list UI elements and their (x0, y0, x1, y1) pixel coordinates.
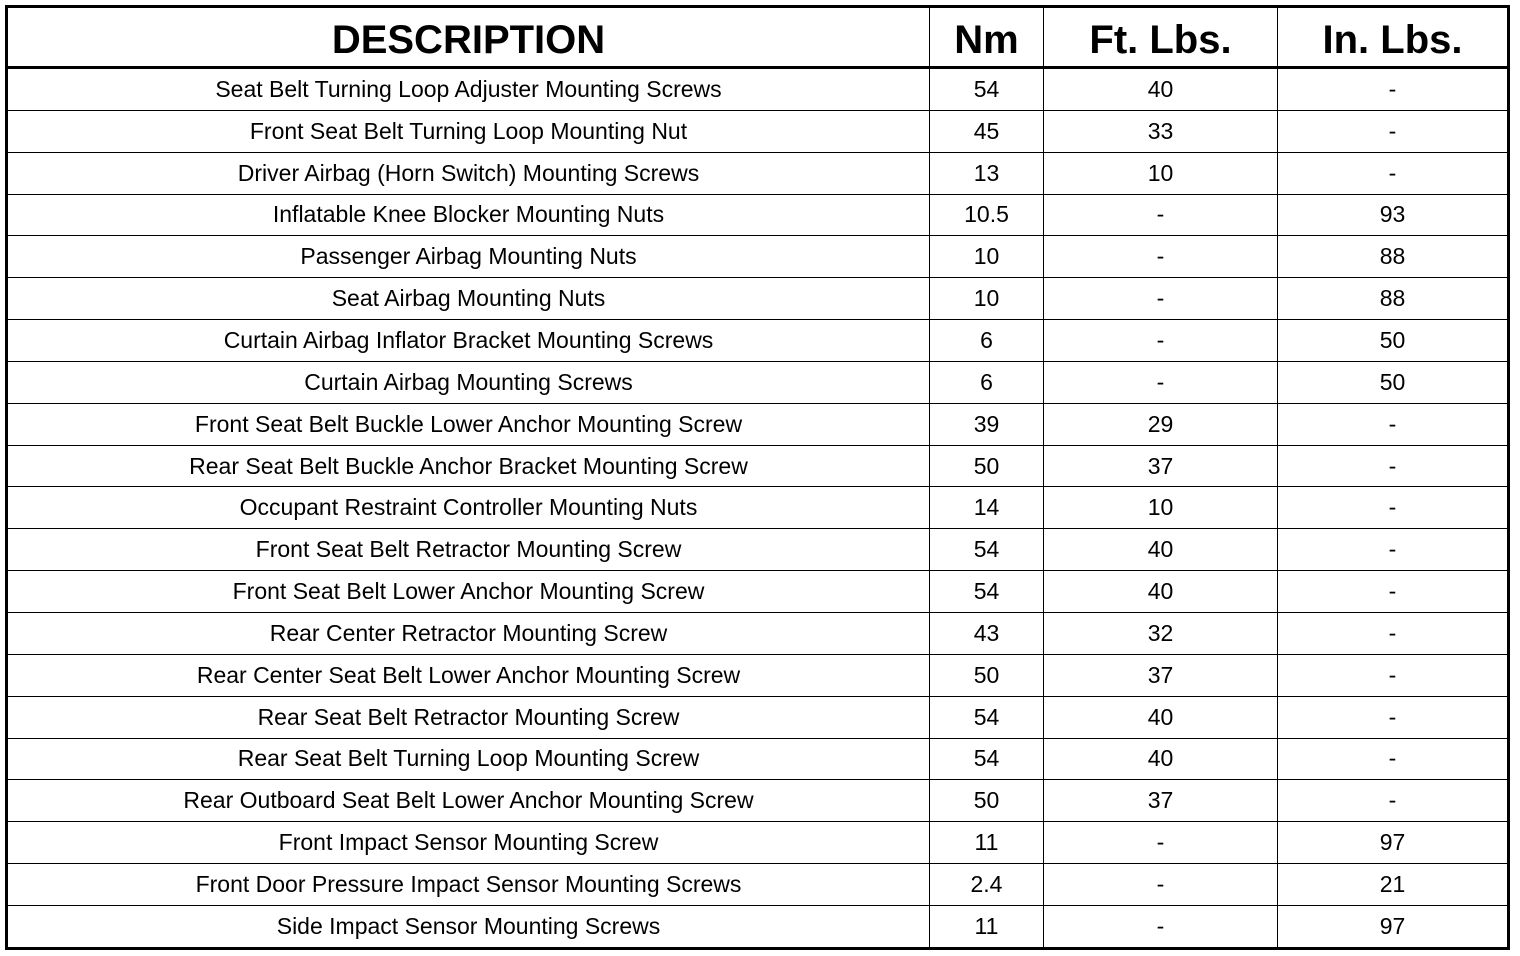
cell-ft-lbs: 29 (1044, 403, 1278, 445)
table-row (7, 822, 1509, 864)
cell-ft-lbs: 37 (1044, 445, 1278, 487)
cell-nm: 14 (930, 487, 1044, 529)
cell-nm: 2.4 (930, 864, 1044, 906)
cell-in-lbs: 50 (1278, 320, 1509, 362)
table-row (7, 780, 1509, 822)
table-row (7, 738, 1509, 780)
cell-in-lbs: 50 (1278, 361, 1509, 403)
cell-nm: 10 (930, 278, 1044, 320)
cell-nm: 50 (930, 654, 1044, 696)
cell-nm: 54 (930, 529, 1044, 571)
table-row (7, 612, 1509, 654)
cell-in-lbs: - (1278, 487, 1509, 529)
cell-in-lbs: - (1278, 445, 1509, 487)
header-nm: Nm (930, 7, 1044, 68)
cell-ft-lbs: 37 (1044, 780, 1278, 822)
cell-nm: 11 (930, 905, 1044, 948)
cell-description: Curtain Airbag Mounting Screws (7, 361, 930, 403)
cell-ft-lbs: - (1044, 864, 1278, 906)
cell-in-lbs: 88 (1278, 278, 1509, 320)
cell-description: Curtain Airbag Inflator Bracket Mounting Screws (7, 320, 930, 362)
cell-description: Front Seat Belt Turning Loop Mounting Nut (7, 110, 930, 152)
cell-ft-lbs: 32 (1044, 612, 1278, 654)
cell-ft-lbs: - (1044, 905, 1278, 948)
cell-in-lbs: - (1278, 654, 1509, 696)
cell-ft-lbs: 10 (1044, 152, 1278, 194)
cell-description: Front Seat Belt Lower Anchor Mounting Screw (7, 571, 930, 613)
cell-ft-lbs: - (1044, 361, 1278, 403)
cell-nm: 10 (930, 236, 1044, 278)
cell-nm: 13 (930, 152, 1044, 194)
cell-description: Side Impact Sensor Mounting Screws (7, 905, 930, 948)
cell-nm: 10.5 (930, 194, 1044, 236)
cell-in-lbs: - (1278, 780, 1509, 822)
table-row (7, 278, 1509, 320)
cell-nm: 54 (930, 68, 1044, 111)
cell-in-lbs: - (1278, 529, 1509, 571)
cell-ft-lbs: 40 (1044, 738, 1278, 780)
cell-description: Rear Outboard Seat Belt Lower Anchor Mounting Screw (7, 780, 930, 822)
cell-in-lbs: 93 (1278, 194, 1509, 236)
cell-description: Seat Airbag Mounting Nuts (7, 278, 930, 320)
cell-description: Rear Seat Belt Turning Loop Mounting Screw (7, 738, 930, 780)
torque-spec-table-container (5, 5, 1507, 950)
table-row (7, 905, 1509, 948)
table-row (7, 194, 1509, 236)
table-row (7, 571, 1509, 613)
table-row (7, 152, 1509, 194)
cell-description: Front Impact Sensor Mounting Screw (7, 822, 930, 864)
cell-in-lbs: 88 (1278, 236, 1509, 278)
cell-in-lbs: 97 (1278, 905, 1509, 948)
cell-description: Rear Seat Belt Retractor Mounting Screw (7, 696, 930, 738)
cell-in-lbs: - (1278, 738, 1509, 780)
cell-ft-lbs: - (1044, 278, 1278, 320)
table-row (7, 654, 1509, 696)
cell-nm: 54 (930, 696, 1044, 738)
cell-description: Rear Center Seat Belt Lower Anchor Mounting Screw (7, 654, 930, 696)
header-description: DESCRIPTION (7, 7, 930, 68)
cell-description: Passenger Airbag Mounting Nuts (7, 236, 930, 278)
table-row (7, 68, 1509, 111)
cell-nm: 39 (930, 403, 1044, 445)
table-row (7, 110, 1509, 152)
cell-description: Front Seat Belt Retractor Mounting Screw (7, 529, 930, 571)
cell-nm: 54 (930, 738, 1044, 780)
cell-description: Front Door Pressure Impact Sensor Mounting Screws (7, 864, 930, 906)
table-row (7, 445, 1509, 487)
header-row (7, 7, 1509, 68)
cell-ft-lbs: 40 (1044, 529, 1278, 571)
cell-in-lbs: 21 (1278, 864, 1509, 906)
cell-description: Driver Airbag (Horn Switch) Mounting Screws (7, 152, 930, 194)
cell-nm: 45 (930, 110, 1044, 152)
cell-nm: 11 (930, 822, 1044, 864)
table-row (7, 320, 1509, 362)
cell-ft-lbs: 37 (1044, 654, 1278, 696)
cell-nm: 54 (930, 571, 1044, 613)
cell-in-lbs: - (1278, 152, 1509, 194)
cell-description: Front Seat Belt Buckle Lower Anchor Mounting Screw (7, 403, 930, 445)
cell-ft-lbs: - (1044, 236, 1278, 278)
cell-ft-lbs: - (1044, 320, 1278, 362)
cell-ft-lbs: - (1044, 194, 1278, 236)
cell-nm: 50 (930, 780, 1044, 822)
cell-in-lbs: - (1278, 696, 1509, 738)
table-body (7, 68, 1509, 949)
table-row (7, 529, 1509, 571)
cell-in-lbs: 97 (1278, 822, 1509, 864)
cell-description: Rear Seat Belt Buckle Anchor Bracket Mounting Screw (7, 445, 930, 487)
cell-in-lbs: - (1278, 571, 1509, 613)
table-row (7, 696, 1509, 738)
header-in-lbs: In. Lbs. (1278, 7, 1509, 68)
cell-ft-lbs: 10 (1044, 487, 1278, 529)
torque-spec-table (5, 5, 1510, 950)
cell-nm: 50 (930, 445, 1044, 487)
cell-description: Rear Center Retractor Mounting Screw (7, 612, 930, 654)
table-row (7, 487, 1509, 529)
cell-ft-lbs: 33 (1044, 110, 1278, 152)
cell-in-lbs: - (1278, 68, 1509, 111)
cell-description: Seat Belt Turning Loop Adjuster Mounting Screws (7, 68, 930, 111)
cell-in-lbs: - (1278, 403, 1509, 445)
header-ft-lbs: Ft. Lbs. (1044, 7, 1278, 68)
cell-description: Occupant Restraint Controller Mounting Nuts (7, 487, 930, 529)
cell-ft-lbs: 40 (1044, 696, 1278, 738)
cell-in-lbs: - (1278, 612, 1509, 654)
table-row (7, 236, 1509, 278)
cell-nm: 43 (930, 612, 1044, 654)
cell-description: Inflatable Knee Blocker Mounting Nuts (7, 194, 930, 236)
cell-ft-lbs: 40 (1044, 68, 1278, 111)
cell-in-lbs: - (1278, 110, 1509, 152)
cell-ft-lbs: - (1044, 822, 1278, 864)
table-row (7, 361, 1509, 403)
table-row (7, 403, 1509, 445)
table-row (7, 864, 1509, 906)
cell-nm: 6 (930, 361, 1044, 403)
cell-nm: 6 (930, 320, 1044, 362)
cell-ft-lbs: 40 (1044, 571, 1278, 613)
